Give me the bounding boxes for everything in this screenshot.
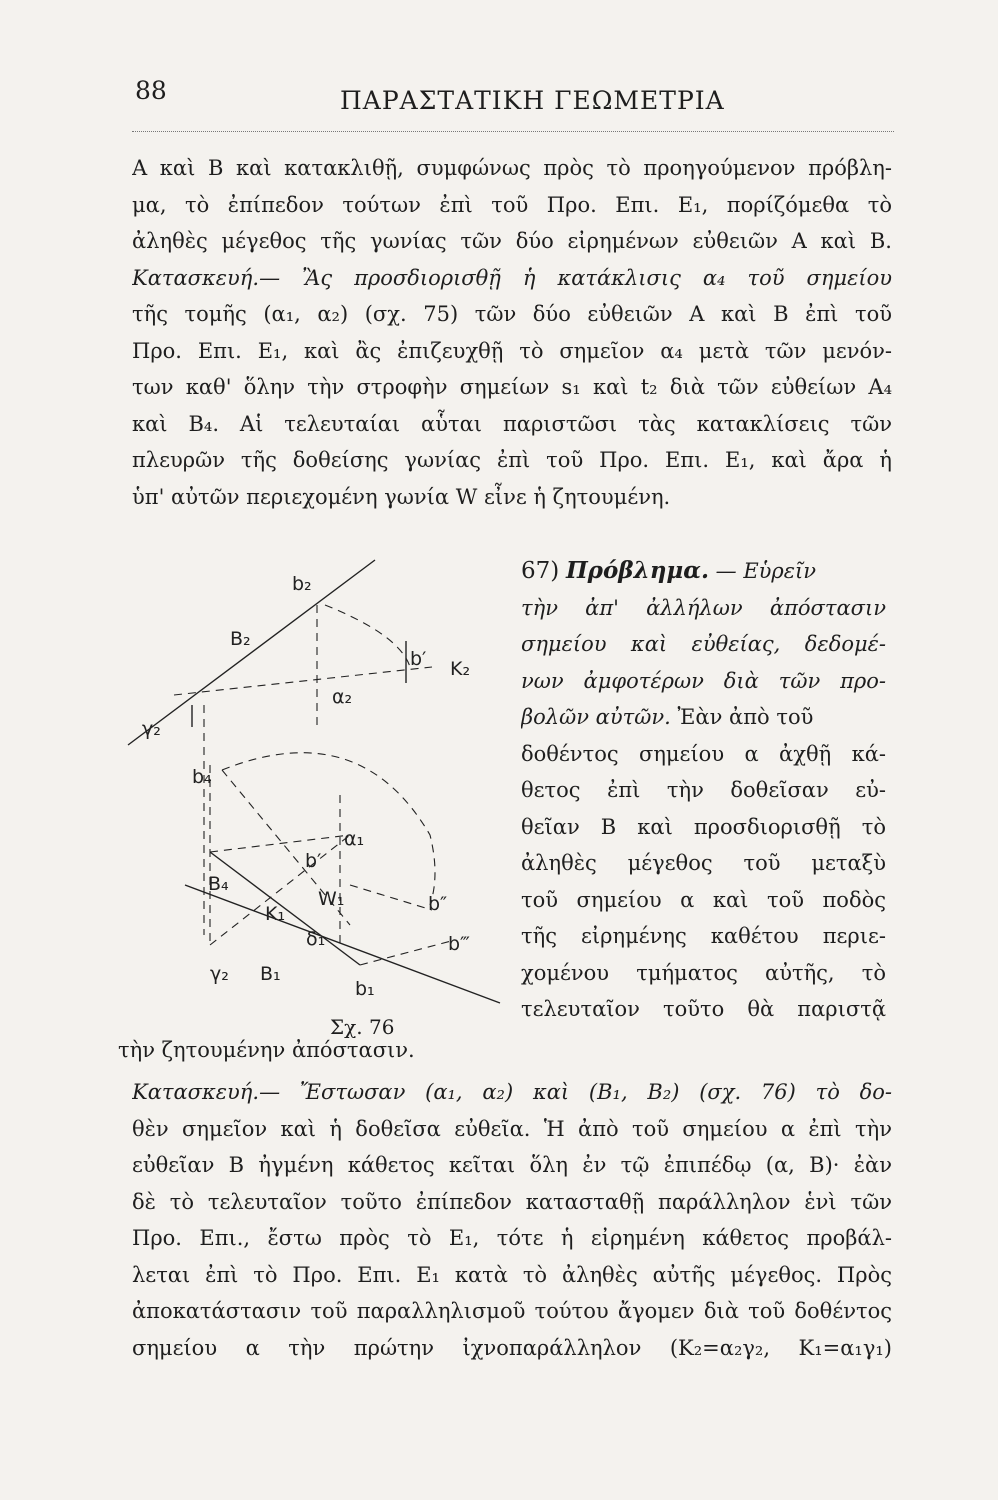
figure-76-drawing [110, 555, 520, 1035]
text-line: Κατασκευή.— Ἂς προσδιορισθῇ ἡ κατάκλισις α₄ τοῦ σημείου [132, 265, 892, 290]
header-rule [132, 131, 894, 132]
text-line: Κατασκευή.— Ἔστωσαν (α₁, α₂) καὶ (Β₁, Β₂) (σχ. 76) τὸ δο- [132, 1080, 892, 1104]
problem-text: Ἐὰν ἀπὸ τοῦ [677, 705, 814, 729]
line-b2 [128, 560, 375, 745]
figure-caption: Σχ. 76 [330, 1015, 395, 1039]
label-b-second: b″ [428, 893, 448, 915]
dash-b-second [350, 885, 432, 910]
caption-continuation: τὴν ζητουμένην ἀπόστασιν. [118, 1038, 415, 1062]
problem-text: τῆς εἰρημένης καθέτου περιε- [521, 924, 886, 948]
text-line: μα, τὸ ἐπίπεδον τούτων ἐπὶ τοῦ Προ. Επι. Ε₁, πορίζόμεθα τὸ [132, 192, 892, 217]
problem-heading [521, 553, 886, 590]
text-line: ἀποκατάστασιν τοῦ παραλληλισμοῦ τούτου ἄγομεν διὰ τοῦ δοθέντος [132, 1299, 892, 1323]
problem-text: δοθέντος σημείου α ἀχθῇ κά- [521, 741, 886, 766]
text-line: εὐθεῖαν Β ἠγμένη κάθετος κεῖται ὅλη ἐν τῷ ἐπιπέδῳ (α, Β)· ἐὰν [132, 1153, 892, 1177]
top-paragraph [132, 150, 892, 515]
problem-block [521, 553, 886, 1028]
text-line: ἀληθὲς μέγεθος τῆς γωνίας τῶν δύο εἰρημένων εὐθειῶν Α καὶ Β. [132, 229, 892, 253]
problem-text: τοῦ σημείου α καὶ τοῦ ποδὸς [521, 887, 886, 912]
problem-number: 67) [521, 558, 560, 584]
problem-statement: τὴν ἀπ' ἀλλήλων ἀπόστασιν [521, 595, 886, 620]
text-line: των καθ' ὅλην τὴν στροφὴν σημείων s₁ καὶ t₂ διὰ τῶν εὐθείων Α₄ [132, 375, 892, 399]
text-line: σημείου α τὴν πρώτην ἰχνοπαράλληλον (Κ₂=α₂γ₂, Κ₁=α₁γ₁) [132, 1335, 892, 1360]
label-B2-line: B₂ [230, 628, 251, 650]
problem-text: τελευταῖον τοῦτο θὰ παριστᾷ [521, 997, 886, 1021]
label-b-third: b‴ [448, 933, 470, 955]
text-line: θὲν σημεῖον καὶ ἡ δοθεῖσα εὐθεῖα. Ἡ ἀπὸ τοῦ σημείου α ἐπὶ τὴν [132, 1116, 892, 1141]
bottom-paragraph [132, 1074, 892, 1366]
dash-b-third [360, 940, 455, 965]
problem-title: Πρόβλημα. [565, 557, 709, 584]
label-W1: W₁ [318, 888, 345, 910]
text-line: Προ. Επι., ἔστω πρὸς τὸ Ε₁, τότε ἡ εἰρημένη κάθετος προβάλ- [132, 1226, 892, 1250]
figure-76 [110, 555, 520, 1035]
label-g2-top: γ₂ [142, 718, 161, 740]
text-line: πλευρῶν τῆς δοθείσης γωνίας ἐπὶ τοῦ Προ. Επι. Ε₁, καὶ ἄρα ἡ [132, 448, 892, 472]
label-b-prime-top: b′ [410, 648, 427, 670]
label-K2: K₂ [450, 658, 471, 680]
problem-statement: σημείου καὶ εὐθείας, δεδομέ- [521, 632, 886, 656]
dash-arc-top [325, 605, 410, 667]
problem-text: ἀληθὲς μέγεθος τοῦ μεταξὺ [521, 851, 886, 875]
problem-text: χομένου τμήματος αὐτῆς, τὸ [521, 960, 886, 985]
label-a1: α₁ [344, 828, 365, 850]
running-head: ΠΑΡΑΣΤΑΤΙΚΗ ΓΕΩΜΕΤΡΙΑ [340, 86, 725, 115]
label-g2-bottom: γ₂ [210, 963, 229, 985]
label-B1: B₁ [260, 963, 281, 985]
problem-statement: βολῶν αὐτῶν. [521, 705, 671, 729]
label-d1: δ₁ [306, 928, 326, 950]
label-a2: α₂ [332, 686, 353, 708]
label-b4: b₄ [192, 766, 212, 788]
label-K1: K₁ [265, 903, 286, 925]
label-b1: b₁ [355, 978, 375, 1000]
page-number: 88 [135, 76, 167, 105]
text-line: ὑπ' αὐτῶν περιεχομένη γωνία W εἶνε ἡ ζητουμένη. [132, 484, 671, 509]
text-line: Α καὶ Β καὶ κατακλιθῇ, συμφώνως πρὸς τὸ προηγούμενον πρόβλη- [132, 156, 892, 180]
text-line: λεται ἐπὶ τὸ Προ. Επι. Ε₁ κατὰ τὸ ἀληθὲς αὐτῆς μέγεθος. Πρὸς [132, 1262, 892, 1287]
problem-text: θεῖαν Β καὶ προσδιορισθῇ τὸ [521, 814, 886, 839]
label-b2: b₂ [292, 573, 312, 595]
text-line: καὶ Β₄. Αἱ τελευταίαι αὗται παριστῶσι τὰς κατακλίσεις τῶν [132, 411, 892, 436]
dash-a1-horizontal [210, 835, 350, 852]
dash-arc-large [222, 753, 435, 905]
text-line: τῆς τομῆς (α₁, α₂) (σχ. 75) τῶν δύο εὐθειῶν Α καὶ Β ἐπὶ τοῦ [132, 302, 892, 326]
problem-statement: νων ἀμφοτέρων διὰ τῶν προ- [521, 668, 886, 693]
label-B4: B₄ [208, 873, 229, 895]
label-b-prime-mid: b′ [305, 850, 322, 872]
text-line: δὲ τὸ τελευταῖον τοῦτο ἐπίπεδον κατασταθῇ παράλληλον ἑνὶ τῶν [132, 1189, 892, 1214]
problem-text: θετος ἐπὶ τὴν δοθεῖσαν εὐ- [521, 778, 886, 802]
problem-statement: — Εὑρεῖν [715, 559, 817, 583]
problem-line [521, 699, 886, 736]
text-line: Προ. Επι. Ε₁, καὶ ἂς ἐπιζευχθῇ τὸ σημεῖον α₄ μετὰ τῶν μενόν- [132, 338, 892, 363]
